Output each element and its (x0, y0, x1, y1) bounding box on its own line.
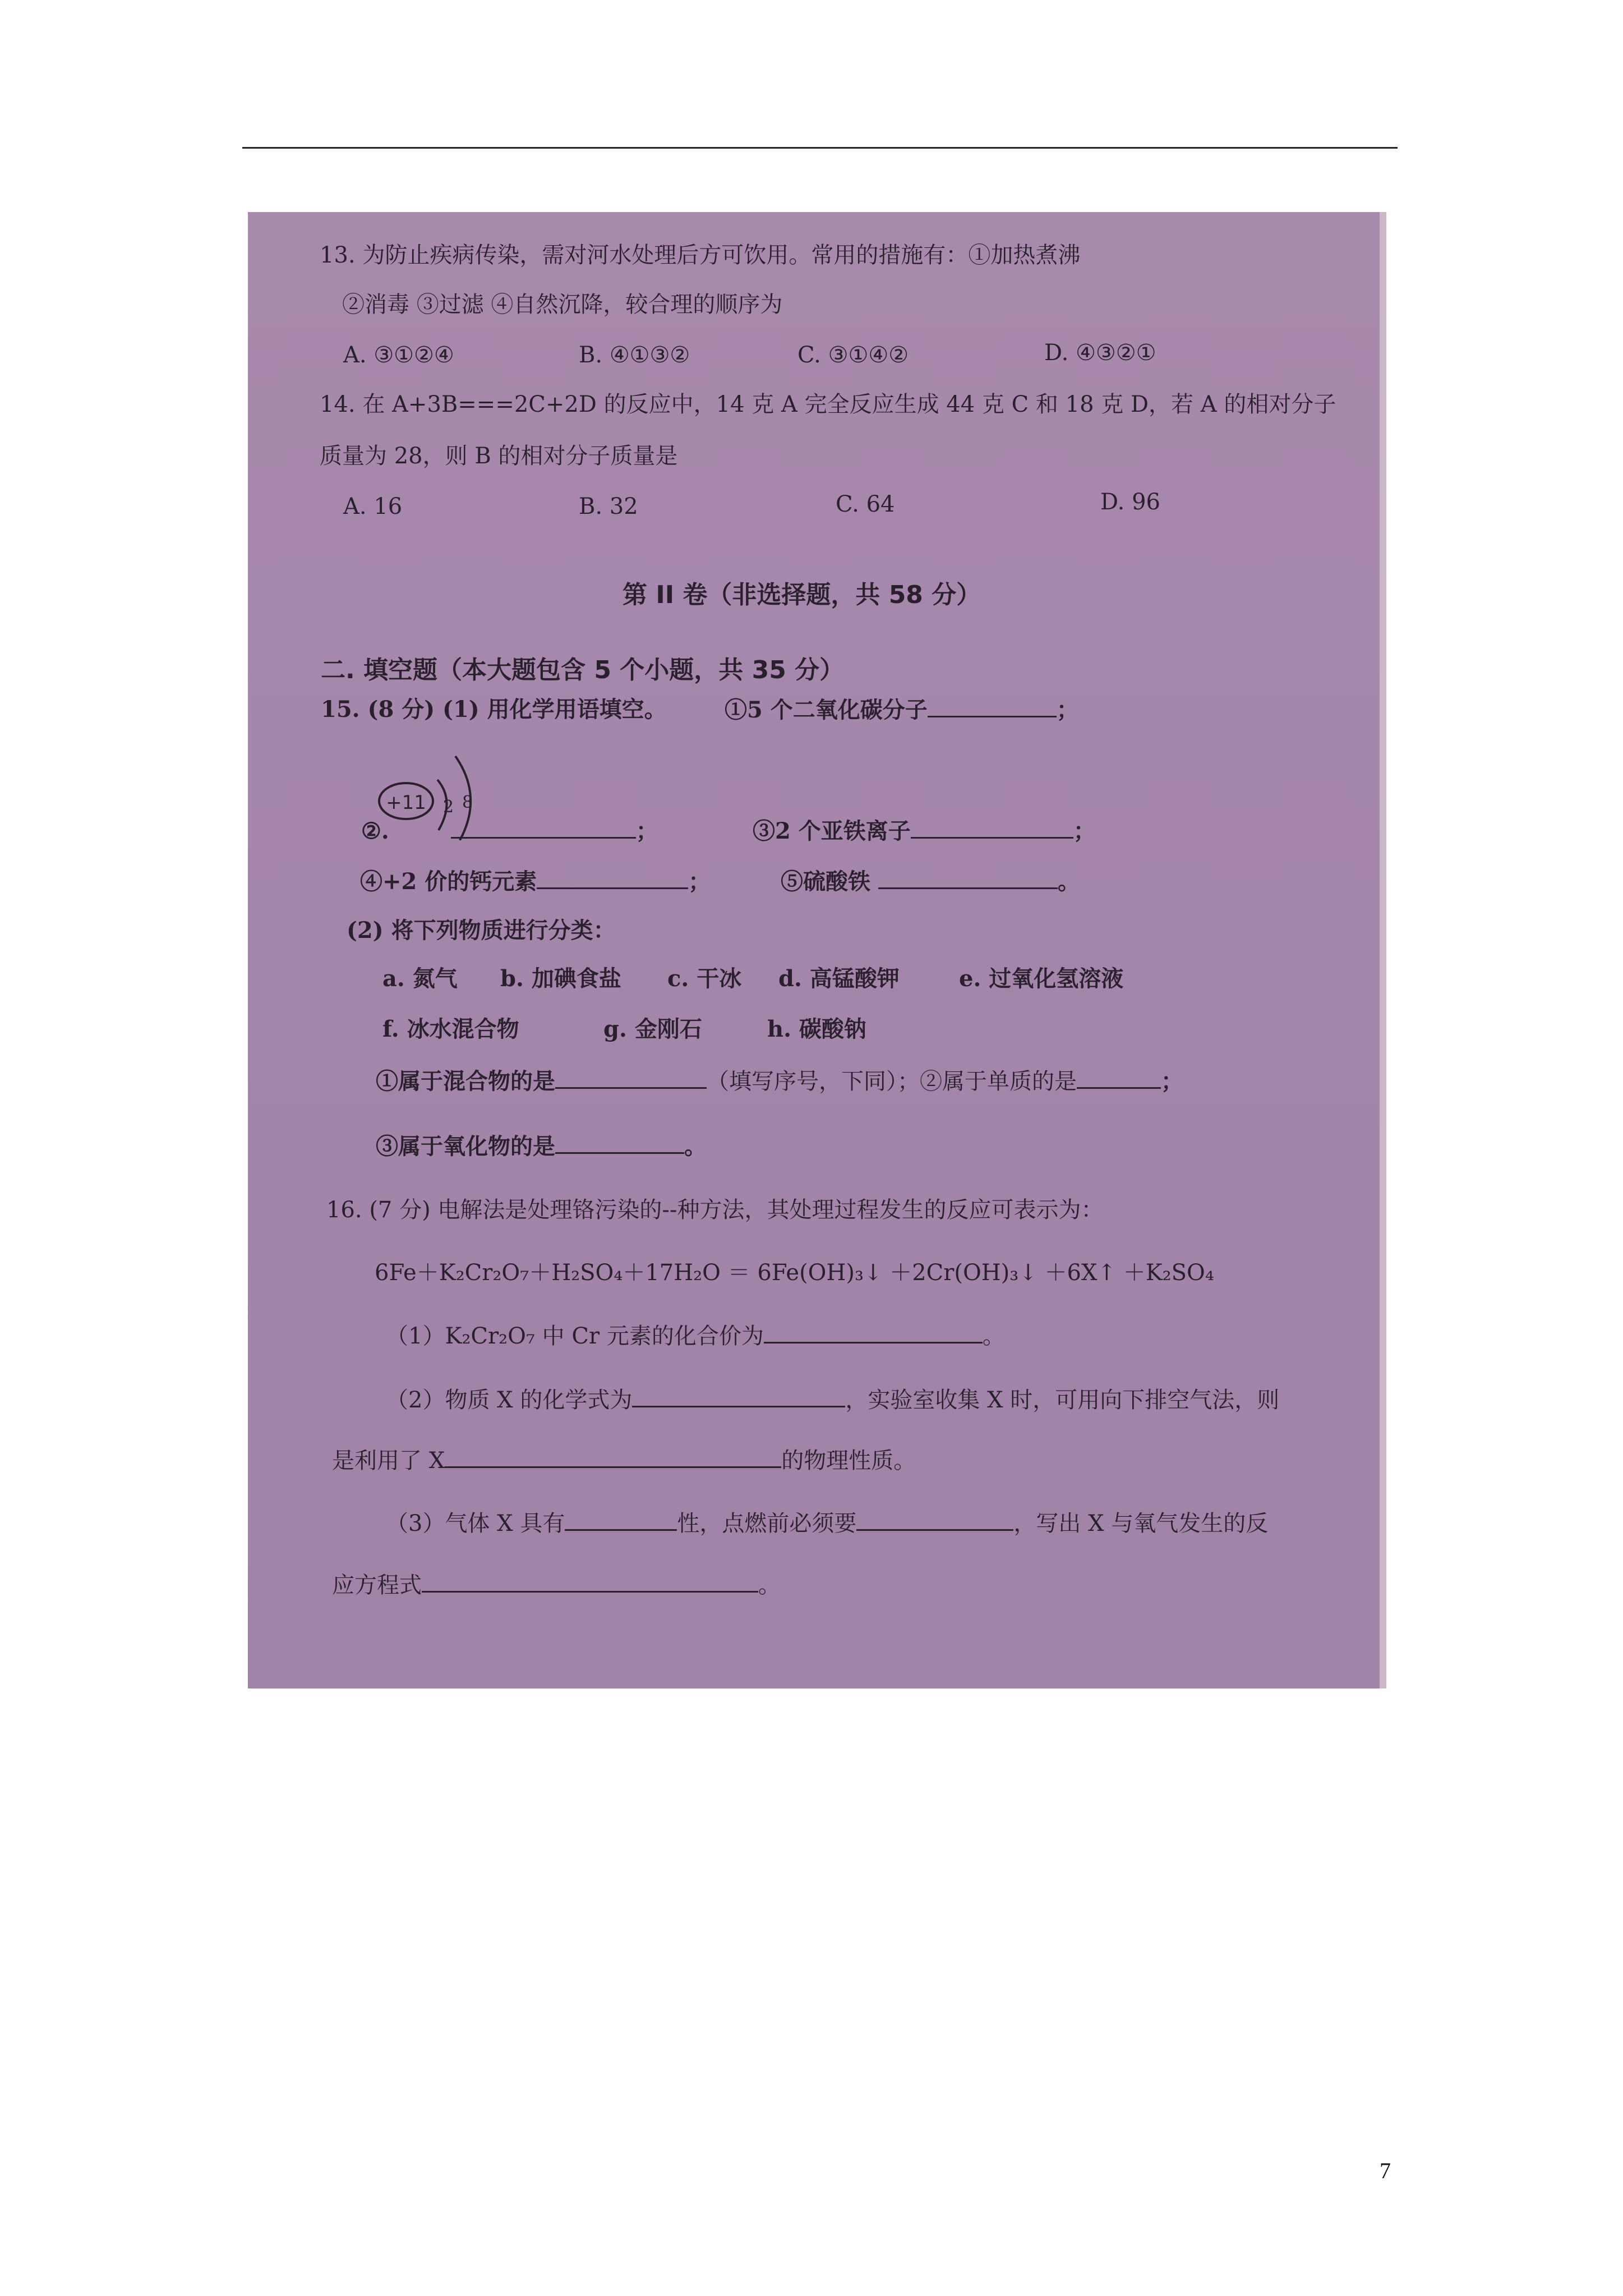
answer-blank (555, 1067, 707, 1089)
q15-item4: ④+2 价的钙元素 ； (360, 868, 711, 895)
material-d: d. 高锰酸钾 (778, 965, 900, 992)
q14-option-d: D. 96 (1100, 489, 1160, 515)
q13-line1: 13. 为防止疾病传染，需对河水处理后方可饮用。常用的措施有：①加热煮沸 (320, 242, 1081, 268)
q13-option-d: D. ④③②① (1044, 340, 1156, 366)
q16-part3-cont: 应方程式 。 (332, 1571, 781, 1599)
q14-line1: 14. 在 A+3B===2C+2D 的反应中，14 克 A 完全反应生成 44 克 C 和 18 克 D，若 A 的相对分子 (320, 392, 1336, 417)
q15-classify-line1: ①属于混合物的是 （填写序号，下同）；②属于单质的是 ； (376, 1068, 1183, 1094)
q16-part3: （3）气体 X 具有 性，点燃前必须要 ，写出 X 与氧气发生的反 (386, 1509, 1268, 1538)
q14-option-a: A. 16 (343, 494, 403, 519)
q15-item5: ⑤硫酸铁 。 (781, 868, 1080, 895)
q16-equation: 6Fe＋K₂Cr₂O₇＋H₂SO₄＋17H₂O ＝ 6Fe(OH)₃↓ ＋2Cr(OH)₃↓ ＋6X↑ ＋K₂SO₄ (375, 1260, 1214, 1286)
answer-blank (451, 817, 636, 839)
answer-blank (565, 1509, 677, 1531)
q13-option-c: C. ③①④② (797, 342, 909, 368)
q16-part2-cont: 是利用了 X 的物理性质。 (332, 1446, 916, 1475)
answer-blank (764, 1322, 983, 1343)
nucleus-charge: +11 (386, 792, 426, 814)
section-2-title: 第 II 卷（非选择题，共 58 分） (623, 581, 981, 609)
q14-option-c: C. 64 (836, 491, 895, 517)
material-e: e. 过氧化氢溶液 (959, 965, 1124, 992)
answer-blank (422, 1571, 758, 1593)
answer-blank (537, 867, 688, 889)
q15-line1: 15. (8 分) (1) 用化学用语填空。 (321, 696, 667, 723)
q16-part2: （2）物质 X 的化学式为 ，实验室收集 X 时，可用向下排空气法，则 (386, 1386, 1279, 1414)
answer-blank (911, 817, 1073, 839)
q15-item1: ①5 个二氧化碳分子 ； (725, 697, 1079, 723)
q15-classify-line2: ③属于氧化物的是 。 (376, 1133, 707, 1159)
answer-blank (1077, 1067, 1161, 1089)
material-c: c. 干冰 (667, 965, 742, 992)
q13-option-a: A. ③①②④ (343, 342, 454, 368)
q14-option-b: B. 32 (579, 494, 638, 519)
material-a: a. 氮气 (382, 965, 458, 992)
photo-edge (1380, 212, 1386, 1688)
answer-blank (928, 696, 1057, 717)
part-2-heading: 二. 填空题（本大题包含 5 个小题，共 35 分） (321, 656, 845, 684)
answer-blank (445, 1446, 781, 1468)
material-b: b. 加碘食盐 (500, 965, 621, 992)
answer-blank (856, 1509, 1013, 1531)
q13-line2: ②消毒 ③过滤 ④自然沉降，较合理的顺序为 (342, 292, 783, 318)
q13-option-b: B. ④①③② (579, 342, 690, 368)
q15-item3: ③2 个亚铁离子 ； (753, 818, 1096, 844)
answer-blank (555, 1132, 684, 1154)
material-h: h. 碳酸钠 (767, 1016, 866, 1042)
shell-1-electrons: 2 (443, 797, 454, 817)
material-g: g. 金刚石 (603, 1016, 702, 1042)
answer-blank (878, 867, 1058, 889)
shell-2-electrons: 8 (462, 793, 473, 812)
page-number: 7 (1380, 2158, 1391, 2183)
q15-sub2: (2) 将下列物质进行分类： (347, 917, 616, 944)
q14-line2: 质量为 28，则 B 的相对分子质量是 (320, 443, 678, 469)
scanned-exam-photo (248, 212, 1386, 1688)
answer-blank (632, 1386, 845, 1407)
header-rule (242, 147, 1398, 149)
q15-item2: ②. ； (361, 818, 658, 844)
material-f: f. 冰水混合物 (382, 1016, 519, 1042)
q16-part1: （1）K₂Cr₂O₇ 中 Cr 元素的化合价为 。 (386, 1322, 1005, 1350)
q16-line1: 16. (7 分) 电解法是处理铬污染的--种方法，其处理过程发生的反应可表示为： (326, 1197, 1104, 1223)
